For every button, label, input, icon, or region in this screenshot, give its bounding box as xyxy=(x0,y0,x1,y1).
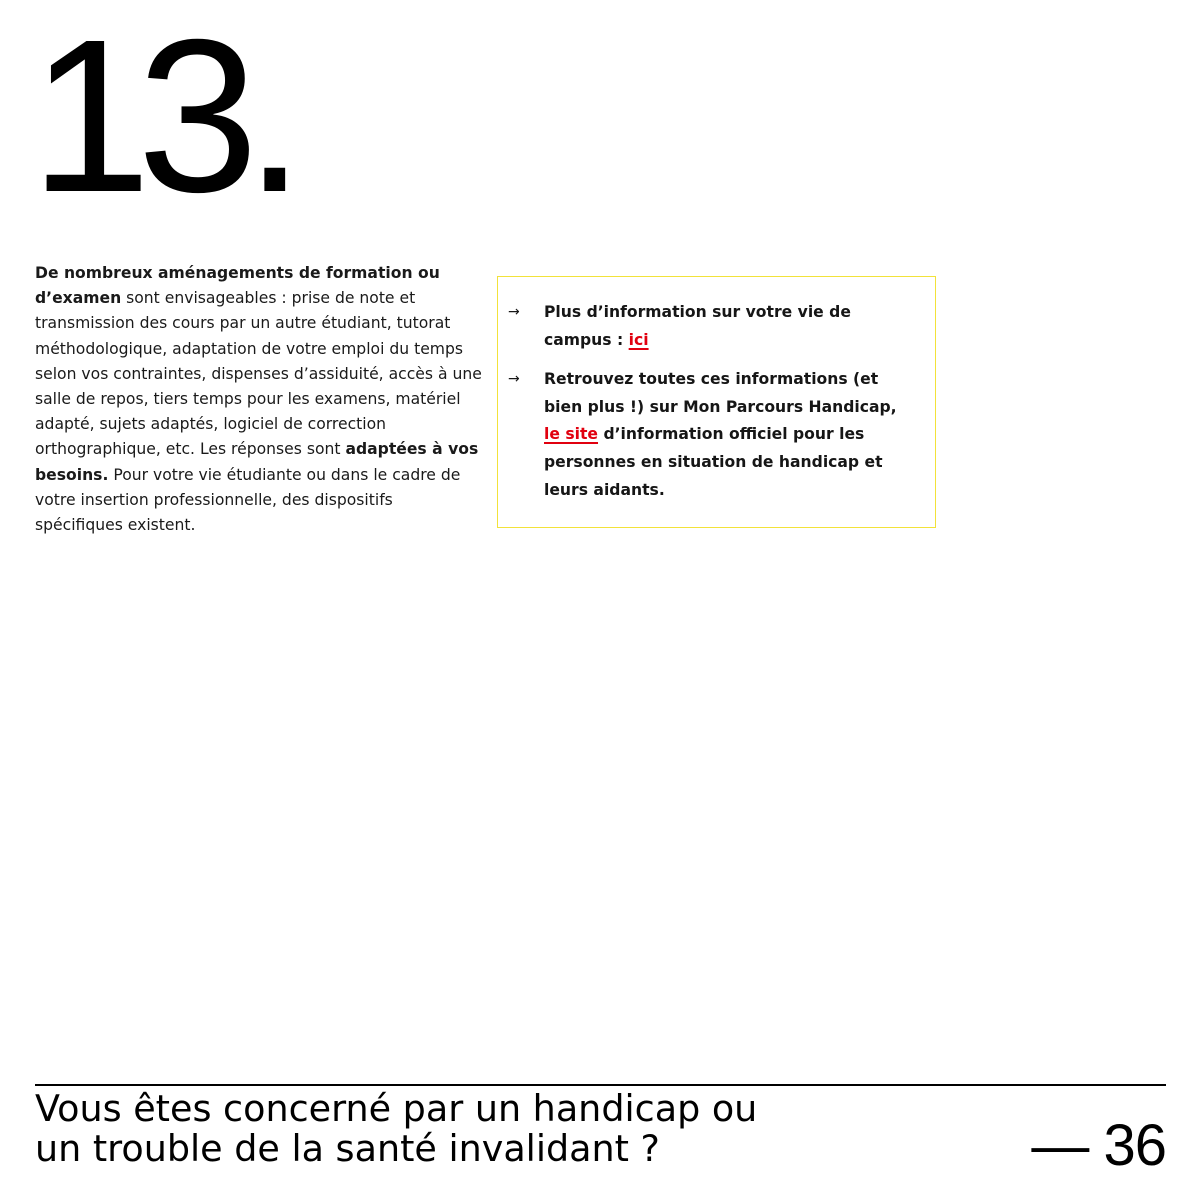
arrow-right-icon: → xyxy=(508,304,520,320)
info-item-mon-parcours-text xyxy=(544,366,915,504)
arrow-right-icon: → xyxy=(508,371,520,388)
footer-title-line-2: un trouble de la santé invalidant ? xyxy=(35,1127,660,1170)
intro-paragraph xyxy=(35,261,483,538)
info-item-mon-parcours xyxy=(508,366,915,504)
info-item-campus xyxy=(508,299,915,354)
intro-bold-needs: adaptées à vos besoins. xyxy=(35,440,479,484)
footer-title xyxy=(35,1089,935,1169)
section-number: 13. xyxy=(30,0,292,238)
mon-parcours-text-before: Retrouvez toutes ces informations (et bien plus !) sur Mon Parcours Handicap, xyxy=(544,370,897,416)
footer-divider xyxy=(35,1084,1166,1086)
intro-text-part-1: sont envisageables : prise de note et transmission des cours par un autre étudiant, tutorat méthodologique, adaptation de votre emploi du temps selon vos contraintes, dispenses d’assiduité, accès à une salle de repos, tiers temps pour les examens, matériel adapté, sujets adaptés, logiciel de correction orthographique, etc. Les réponses sont xyxy=(35,289,482,459)
intro-text-part-2: Pour votre vie étudiante ou dans le cadre de votre insertion professionnelle, des dispositifs spécifiques existent. xyxy=(35,465,461,535)
intro-bold-lead: De nombreux aménagements de formation ou d’examen xyxy=(35,264,440,308)
campus-info-label: Plus d’information sur votre vie de campus : xyxy=(544,303,851,349)
campus-link[interactable]: ici xyxy=(628,330,649,349)
footer-title-line-1: Vous êtes concerné par un handicap ou xyxy=(35,1087,758,1130)
mon-parcours-site-link[interactable]: le site xyxy=(544,425,599,444)
info-box xyxy=(497,276,936,528)
page-number: — 36 xyxy=(1031,1113,1166,1178)
mon-parcours-text-after: d’information officiel pour les personnes en situation de handicap et leurs aidants. xyxy=(544,425,883,499)
info-item-campus-text xyxy=(544,299,915,354)
